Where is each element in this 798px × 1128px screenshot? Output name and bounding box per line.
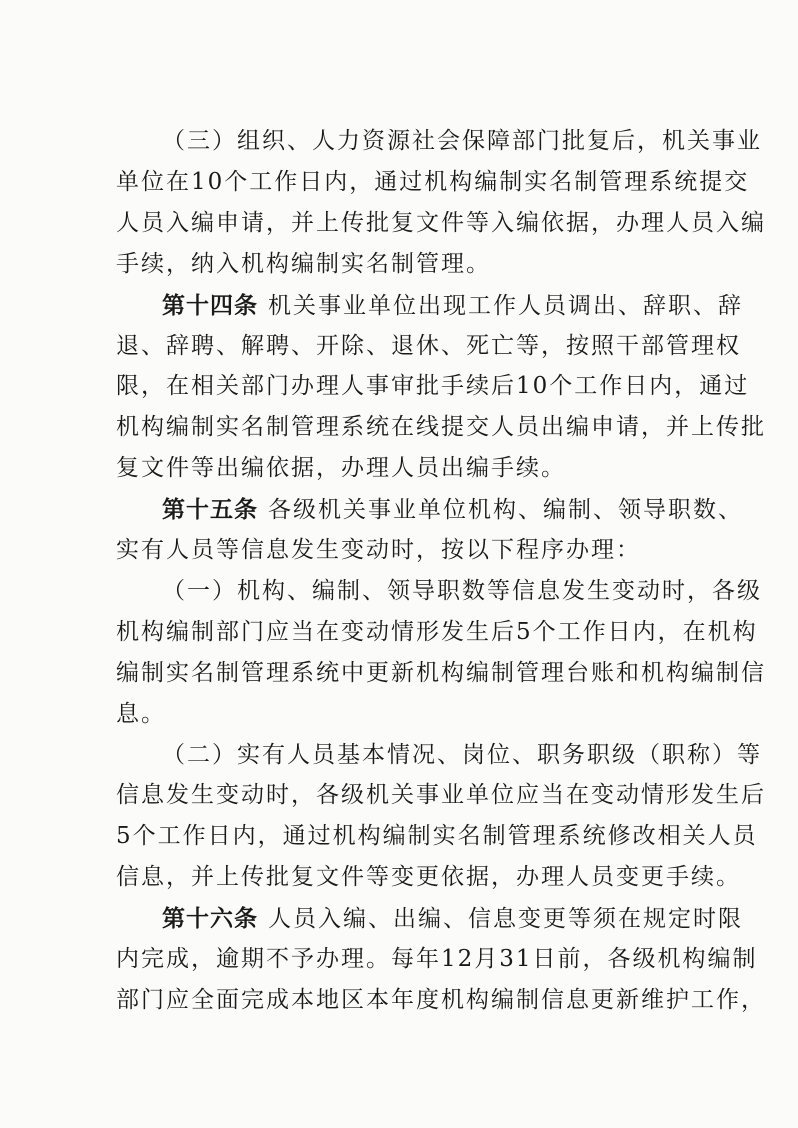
article-heading: 第十六条 [162,905,258,933]
line-text: 信息，并上传批复文件等变更依据，办理人员变更手续。 [116,864,741,891]
line-text: （二）实有人员基本情况、岗位、职务职级（职称）等 [162,741,762,768]
line-text: 人员入编、出编、信息变更等须在规定时限 [268,906,743,933]
line-text: 部门应全面完成本地区本年度机构编制信息更新维护工作， [116,986,766,1013]
line-text: 机构编制实名制管理系统在线提交人员出编申请，并上传批 [116,414,766,441]
article-heading: 第十五条 [162,496,258,524]
line-text: 机构编制部门应当在变动情形发生后5个工作日内，在机构 [116,618,758,645]
line-text: 限，在相关部门办理人事审批手续后10个工作日内，通过 [116,373,750,400]
text-line-row [116,974,766,1027]
line-text: 退、辞聘、解聘、开除、退休、死亡等，按照干部管理权 [116,332,741,359]
article-heading: 第十四条 [162,291,258,319]
line-text: 息。 [116,700,166,727]
line-text: （三）组织、人力资源社会保障部门批复后，机关事业 [162,128,762,154]
line-text: 内完成，逾期不予办理。每年12月31日前，各级机构编制 [116,946,758,972]
line-text: （一）机构、编制、领导职数等信息发生变动时，各级 [162,577,762,604]
line-text: 人员入编申请，并上传批复文件等入编依据，办理人员入编 [116,209,766,236]
line-text: 手续，纳入机构编制实名制管理。 [116,250,491,277]
line-text: 机关事业单位出现工作人员调出、辞职、辞 [268,292,743,319]
line-text: 编制实名制管理系统中更新机构编制管理台账和机构编制信 [116,659,766,686]
line-text: 复文件等出编依据，办理人员出编手续。 [116,455,566,482]
line-text: 实有人员等信息发生变动时，按以下程序办理： [116,537,641,563]
line-text: 信息发生变动时，各级机关事业单位应当在变动情形发生后 [116,782,766,809]
text-line [116,974,766,1027]
line-text: 单位在10个工作日内，通过机构编制实名制管理系统提交 [116,168,750,195]
line-text: 各级机关事业单位机构、编制、领导职数、 [268,497,743,524]
line-text: 5个工作日内，通过机构编制实名制管理系统修改相关人员 [116,823,758,850]
